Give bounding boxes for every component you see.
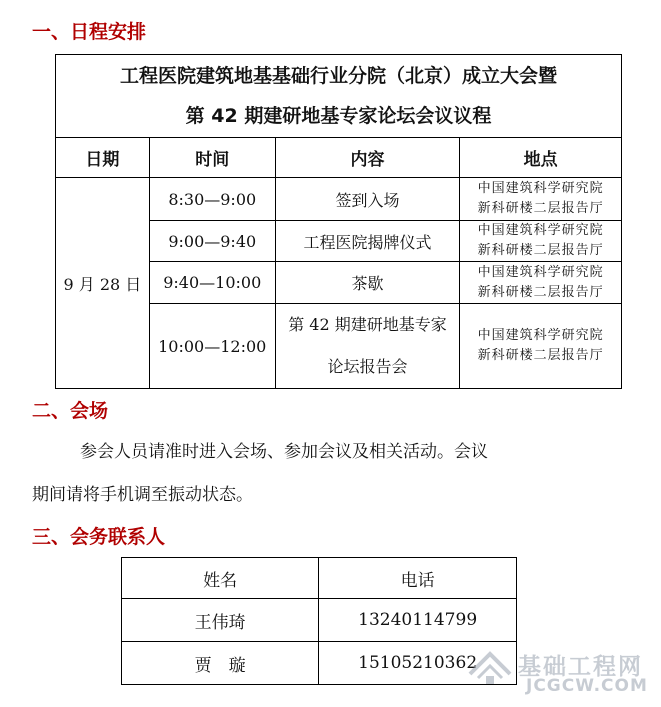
schedule-title-row — [56, 55, 622, 138]
time-cell: 10:00—12:00 — [149, 304, 275, 389]
section-heading-contacts: 三、会务联系人 — [32, 526, 166, 548]
content-cell: 茶歇 — [275, 262, 460, 304]
content-line2: 论坛报告会 — [327, 357, 408, 376]
schedule-title-line1: 工程医院建筑地基基础行业分院（北京）成立大会暨 — [119, 65, 557, 87]
header-date: 日期 — [56, 138, 150, 178]
header-time: 时间 — [149, 138, 275, 178]
time-cell: 8:30—9:00 — [149, 178, 275, 221]
venue-line2: 期间请将手机调至振动状态。 — [32, 485, 253, 505]
watermark-logo-icon — [466, 648, 514, 688]
time-cell: 9:40—10:00 — [149, 262, 275, 304]
header-location: 地点 — [460, 138, 622, 178]
header-content: 内容 — [275, 138, 460, 178]
location-cell — [460, 304, 622, 389]
contacts-header-row — [122, 558, 517, 599]
location-line2: 新科研楼二层报告厅 — [477, 243, 604, 258]
content-cell: 签到入场 — [275, 178, 460, 221]
date-cell: 9 月 28 日 — [56, 178, 150, 389]
table-row — [122, 642, 517, 685]
content-cell — [275, 304, 460, 389]
section-heading-schedule: 一、日程安排 — [32, 21, 147, 43]
schedule-header-row — [56, 138, 622, 178]
location-line2: 新科研楼二层报告厅 — [477, 201, 604, 216]
contact-name: 贾 璇 — [122, 642, 319, 685]
schedule-title-cell — [56, 55, 622, 138]
location-cell — [460, 178, 622, 221]
schedule-title-line2: 第 42 期建研地基专家论坛会议议程 — [185, 105, 492, 127]
content-cell: 工程医院揭牌仪式 — [275, 221, 460, 262]
header-phone: 电话 — [319, 558, 517, 599]
section-heading-venue: 二、会场 — [32, 400, 109, 422]
location-line1: 中国建筑科学研究院 — [477, 328, 604, 343]
location-line2: 新科研楼二层报告厅 — [477, 348, 604, 363]
location-line1: 中国建筑科学研究院 — [477, 223, 604, 238]
table-row — [122, 599, 517, 642]
contact-phone: 13240114799 — [319, 599, 517, 642]
location-cell — [460, 221, 622, 262]
watermark-cn-text: 基础工程网 — [518, 654, 643, 680]
contact-name: 王伟琦 — [122, 599, 319, 642]
schedule-table — [55, 54, 622, 389]
location-line2: 新科研楼二层报告厅 — [477, 284, 604, 300]
location-cell — [460, 262, 622, 304]
content-line1: 第 42 期建研地基专家 — [288, 315, 447, 334]
time-cell: 9:00—9:40 — [149, 221, 275, 262]
watermark — [466, 642, 661, 702]
venue-line1: 参会人员请准时进入会场、参加会议及相关活动。会议 — [80, 442, 488, 462]
contacts-table — [121, 557, 517, 685]
contact-phone: 15105210362 — [319, 642, 517, 685]
watermark-en-text: JCGCW.COM — [526, 676, 648, 696]
location-line1: 中国建筑科学研究院 — [477, 181, 604, 196]
location-line1: 中国建筑科学研究院 — [477, 264, 604, 280]
table-row — [56, 178, 622, 221]
header-name: 姓名 — [122, 558, 319, 599]
